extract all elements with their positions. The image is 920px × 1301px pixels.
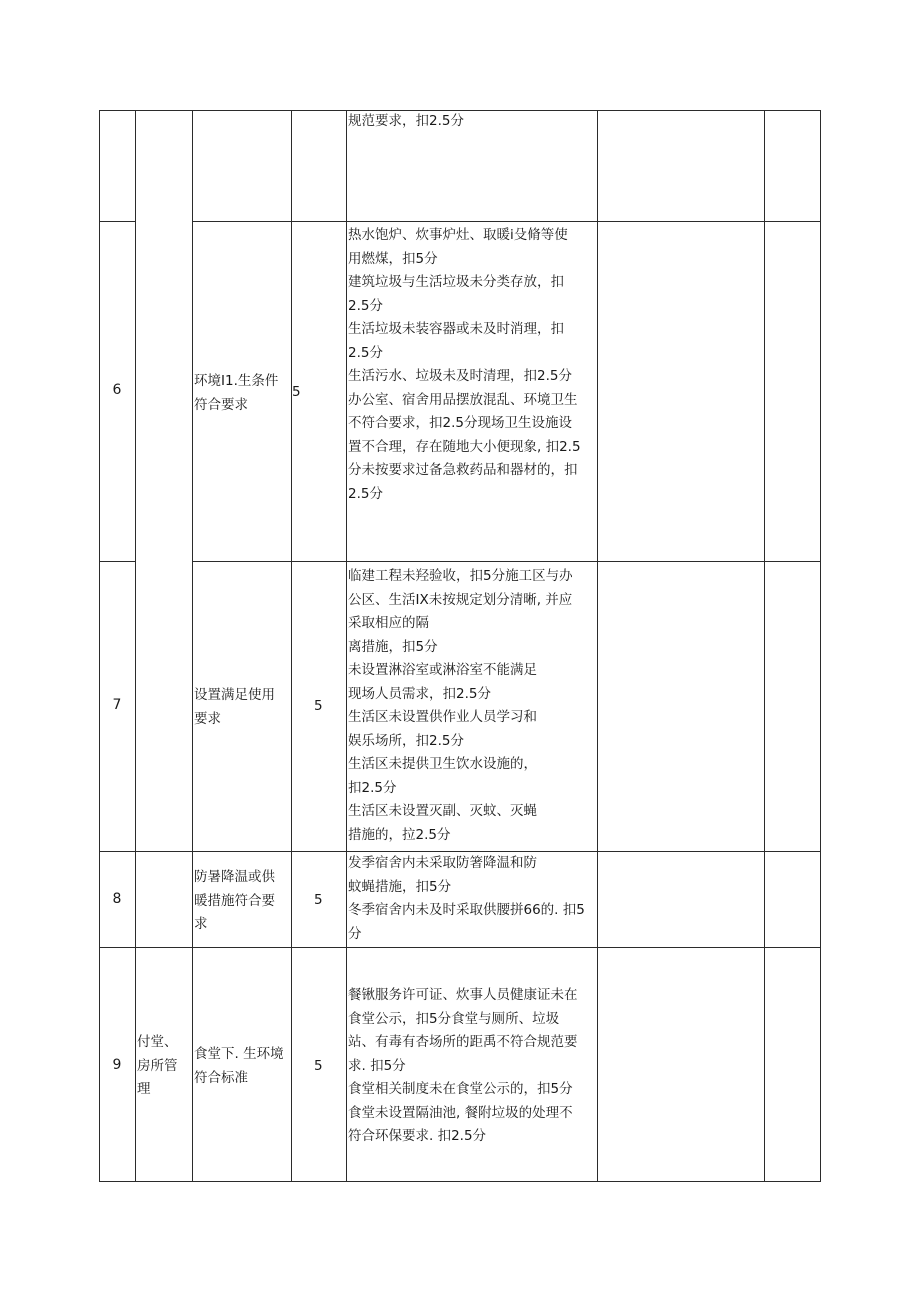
criteria-cell: 规范要求，扣2.5分 — [348, 113, 464, 129]
category-cell: 付堂、 房所管 理 — [137, 1034, 178, 1097]
col-divider — [346, 110, 347, 1182]
row-number: 6 — [112, 382, 122, 398]
row-divider — [99, 221, 135, 222]
item-cell: 防暑降温或供 暖措施符合要 求 — [194, 869, 275, 932]
score-cell: 5 — [314, 892, 323, 908]
col-divider — [192, 110, 193, 1182]
row-number: 8 — [112, 891, 122, 907]
col-divider — [135, 110, 136, 1182]
criteria-cell: 餐锹服务许可证、炊事人员健康证未在 食堂公示，扣5分食堂与厕所、垃圾 站、有毒有杏场所的距禹不符合规范要 求. 扣5分 食堂相关制度未在食堂公示的，扣5分 食堂未设置隔油池, 餐附垃圾的处理不 符合环保要求. 扣2.5分 — [348, 987, 578, 1144]
row-divider — [99, 947, 821, 948]
row-number: 9 — [112, 1057, 122, 1073]
item-cell: 环境I1.生条件 符合要求 — [194, 373, 279, 413]
col-divider — [597, 110, 598, 1182]
criteria-cell: 发季宿舍内未采取防箸降温和防 蚊蝇措施，扣5分 冬季宿舍内未及时采取供腰拼66的. 扣5 分 — [348, 855, 585, 942]
item-cell: 食堂下. 生环境 符合标准 — [194, 1046, 284, 1086]
table-bottom-border — [99, 1181, 821, 1182]
row-divider — [192, 561, 821, 562]
row-number: 7 — [112, 697, 122, 713]
score-cell: 5 — [314, 1058, 323, 1074]
table-left-border — [99, 110, 100, 1182]
col-divider — [291, 110, 292, 1182]
row-divider — [192, 221, 821, 222]
score-cell: 5 — [292, 384, 301, 400]
col-divider — [764, 110, 765, 1182]
table-right-border — [820, 110, 821, 1182]
item-cell: 设置满足使用 要求 — [194, 687, 275, 727]
score-cell: 5 — [314, 698, 323, 714]
criteria-cell: 临建工程未羟验收，扣5分施工区与办 公区、生活IX未按规定划分清晰, 并应 采取相应的隔 离措施，扣5分 未设置淋浴室或淋浴室不能满足 现场人员需求，扣2.5分 生活区未设置供作业人员学习和 娱乐场所，扣2.5分 生活区未提供卫生饮水设施的， 扣2.5分 生活区未设置灭副、灭蚊、灭蝇 措施的，拉2.5分 — [348, 568, 573, 843]
row-divider — [99, 561, 135, 562]
criteria-cell: 热水饱炉、炊事炉灶、取暖i殳脩等使 用燃煤，扣5分 建筑垃圾与生活垃圾未分类存放，扣 2.5分 生活垃圾未装容器或未及时消理，扣 2.5分 生活污水、垃圾未及时清理，扣2.5分 办公室、宿舍用品摆放混乱、环境卫生 不符合要求，扣2.5分现场卫生设施设 置不合理，存在随地大小便现象, 扣2.5 分未按要求过备急救药品和器材的，扣 2.5分 — [348, 227, 581, 502]
